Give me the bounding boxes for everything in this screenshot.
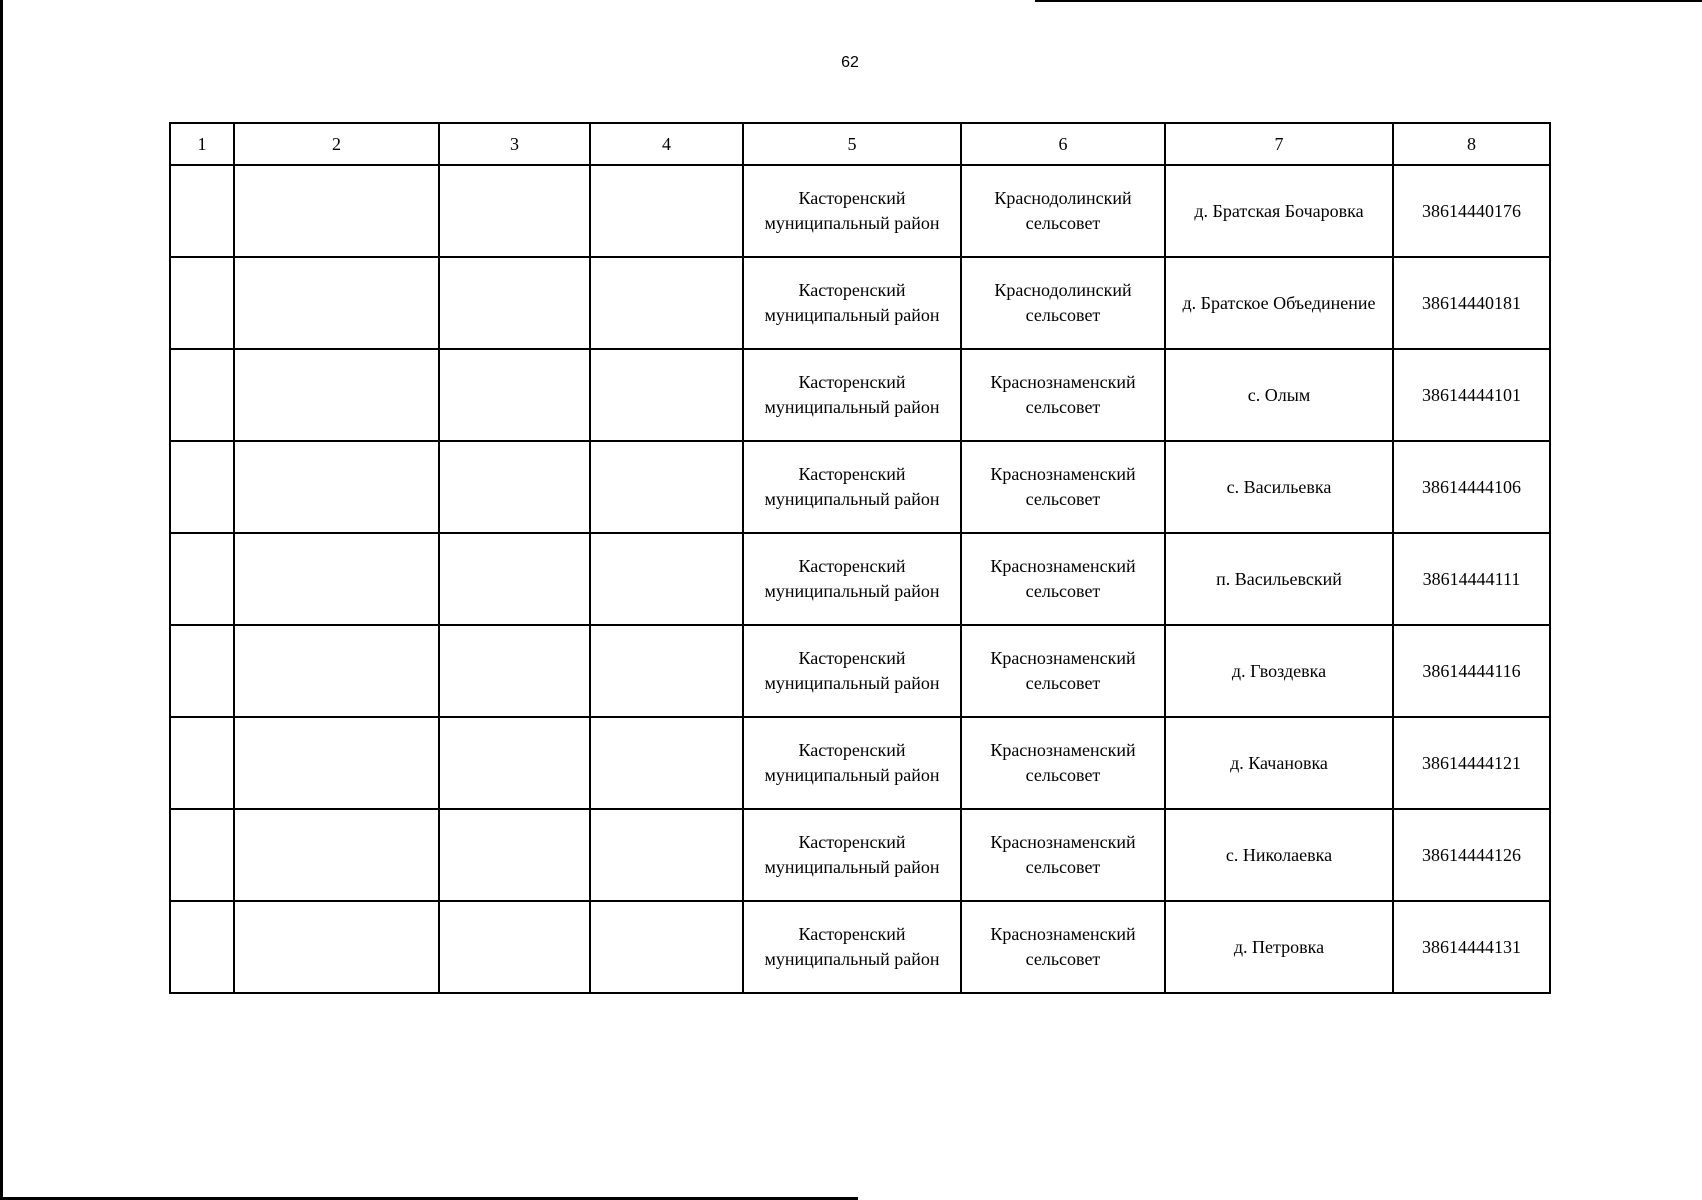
cell-col2 bbox=[234, 349, 439, 441]
column-header-7: 7 bbox=[1165, 123, 1393, 165]
cell-code: 38614444101 bbox=[1393, 349, 1550, 441]
cell-col3 bbox=[439, 809, 590, 901]
cell-col2 bbox=[234, 809, 439, 901]
cell-district: Касторенский муниципальный район bbox=[743, 257, 961, 349]
cell-district: Касторенский муниципальный район bbox=[743, 349, 961, 441]
cell-council: Краснознаменский сельсовет bbox=[961, 625, 1165, 717]
cell-code: 38614444126 bbox=[1393, 809, 1550, 901]
cell-col3 bbox=[439, 441, 590, 533]
cell-code: 38614444131 bbox=[1393, 901, 1550, 993]
table-row bbox=[170, 441, 1550, 533]
cell-col3 bbox=[439, 533, 590, 625]
cell-col2 bbox=[234, 717, 439, 809]
cell-code: 38614444121 bbox=[1393, 717, 1550, 809]
cell-col1 bbox=[170, 165, 234, 257]
column-header-2: 2 bbox=[234, 123, 439, 165]
table-row bbox=[170, 165, 1550, 257]
cell-district: Касторенский муниципальный район bbox=[743, 625, 961, 717]
cell-col2 bbox=[234, 441, 439, 533]
cell-district: Касторенский муниципальный район bbox=[743, 441, 961, 533]
cell-settlement: с. Олым bbox=[1165, 349, 1393, 441]
cell-settlement: д. Братское Объединение bbox=[1165, 257, 1393, 349]
cell-council: Краснознаменский сельсовет bbox=[961, 717, 1165, 809]
cell-council: Краснознаменский сельсовет bbox=[961, 349, 1165, 441]
cell-col3 bbox=[439, 257, 590, 349]
cell-col1 bbox=[170, 717, 234, 809]
cell-col4 bbox=[590, 625, 743, 717]
column-header-1: 1 bbox=[170, 123, 234, 165]
cell-col3 bbox=[439, 717, 590, 809]
cell-settlement: п. Васильевский bbox=[1165, 533, 1393, 625]
cell-col1 bbox=[170, 809, 234, 901]
table-row bbox=[170, 901, 1550, 993]
cell-district: Касторенский муниципальный район bbox=[743, 901, 961, 993]
cell-code: 38614444106 bbox=[1393, 441, 1550, 533]
column-header-4: 4 bbox=[590, 123, 743, 165]
cell-col3 bbox=[439, 901, 590, 993]
table-row bbox=[170, 809, 1550, 901]
cell-col1 bbox=[170, 533, 234, 625]
cell-council: Краснодолинский сельсовет bbox=[961, 257, 1165, 349]
table-row bbox=[170, 349, 1550, 441]
table-row bbox=[170, 533, 1550, 625]
cell-code: 38614444111 bbox=[1393, 533, 1550, 625]
table-row bbox=[170, 625, 1550, 717]
cell-col1 bbox=[170, 441, 234, 533]
settlements-table bbox=[169, 122, 1551, 994]
cell-col2 bbox=[234, 901, 439, 993]
cell-col4 bbox=[590, 441, 743, 533]
cell-col1 bbox=[170, 901, 234, 993]
column-header-8: 8 bbox=[1393, 123, 1550, 165]
cell-council: Краснознаменский сельсовет bbox=[961, 809, 1165, 901]
column-header-3: 3 bbox=[439, 123, 590, 165]
cell-col4 bbox=[590, 257, 743, 349]
cell-council: Краснознаменский сельсовет bbox=[961, 441, 1165, 533]
cell-col2 bbox=[234, 165, 439, 257]
table-header-row bbox=[170, 123, 1550, 165]
cell-settlement: д. Качановка bbox=[1165, 717, 1393, 809]
table-row bbox=[170, 257, 1550, 349]
cell-settlement: д. Братская Бочаровка bbox=[1165, 165, 1393, 257]
cell-col2 bbox=[234, 625, 439, 717]
cell-col4 bbox=[590, 349, 743, 441]
cell-settlement: д. Петровка bbox=[1165, 901, 1393, 993]
cell-district: Касторенский муниципальный район bbox=[743, 809, 961, 901]
cell-council: Краснодолинский сельсовет bbox=[961, 165, 1165, 257]
cell-col4 bbox=[590, 901, 743, 993]
cell-district: Касторенский муниципальный район bbox=[743, 533, 961, 625]
cell-col1 bbox=[170, 625, 234, 717]
cell-col3 bbox=[439, 625, 590, 717]
cell-district: Касторенский муниципальный район bbox=[743, 717, 961, 809]
cell-col2 bbox=[234, 533, 439, 625]
cell-code: 38614440181 bbox=[1393, 257, 1550, 349]
cell-col4 bbox=[590, 809, 743, 901]
scan-border-top bbox=[1035, 0, 1702, 2]
cell-col4 bbox=[590, 717, 743, 809]
cell-col1 bbox=[170, 257, 234, 349]
scan-border-left bbox=[0, 0, 3, 1200]
cell-code: 38614444116 bbox=[1393, 625, 1550, 717]
cell-council: Краснознаменский сельсовет bbox=[961, 901, 1165, 993]
table-row bbox=[170, 717, 1550, 809]
cell-code: 38614440176 bbox=[1393, 165, 1550, 257]
cell-col1 bbox=[170, 349, 234, 441]
cell-col4 bbox=[590, 165, 743, 257]
cell-settlement: с. Николаевка bbox=[1165, 809, 1393, 901]
cell-settlement: д. Гвоздевка bbox=[1165, 625, 1393, 717]
cell-col3 bbox=[439, 165, 590, 257]
cell-col3 bbox=[439, 349, 590, 441]
cell-council: Краснознаменский сельсовет bbox=[961, 533, 1165, 625]
column-header-6: 6 bbox=[961, 123, 1165, 165]
page-number: 62 bbox=[841, 54, 859, 71]
cell-col2 bbox=[234, 257, 439, 349]
cell-col4 bbox=[590, 533, 743, 625]
column-header-5: 5 bbox=[743, 123, 961, 165]
cell-settlement: с. Васильевка bbox=[1165, 441, 1393, 533]
cell-district: Касторенский муниципальный район bbox=[743, 165, 961, 257]
